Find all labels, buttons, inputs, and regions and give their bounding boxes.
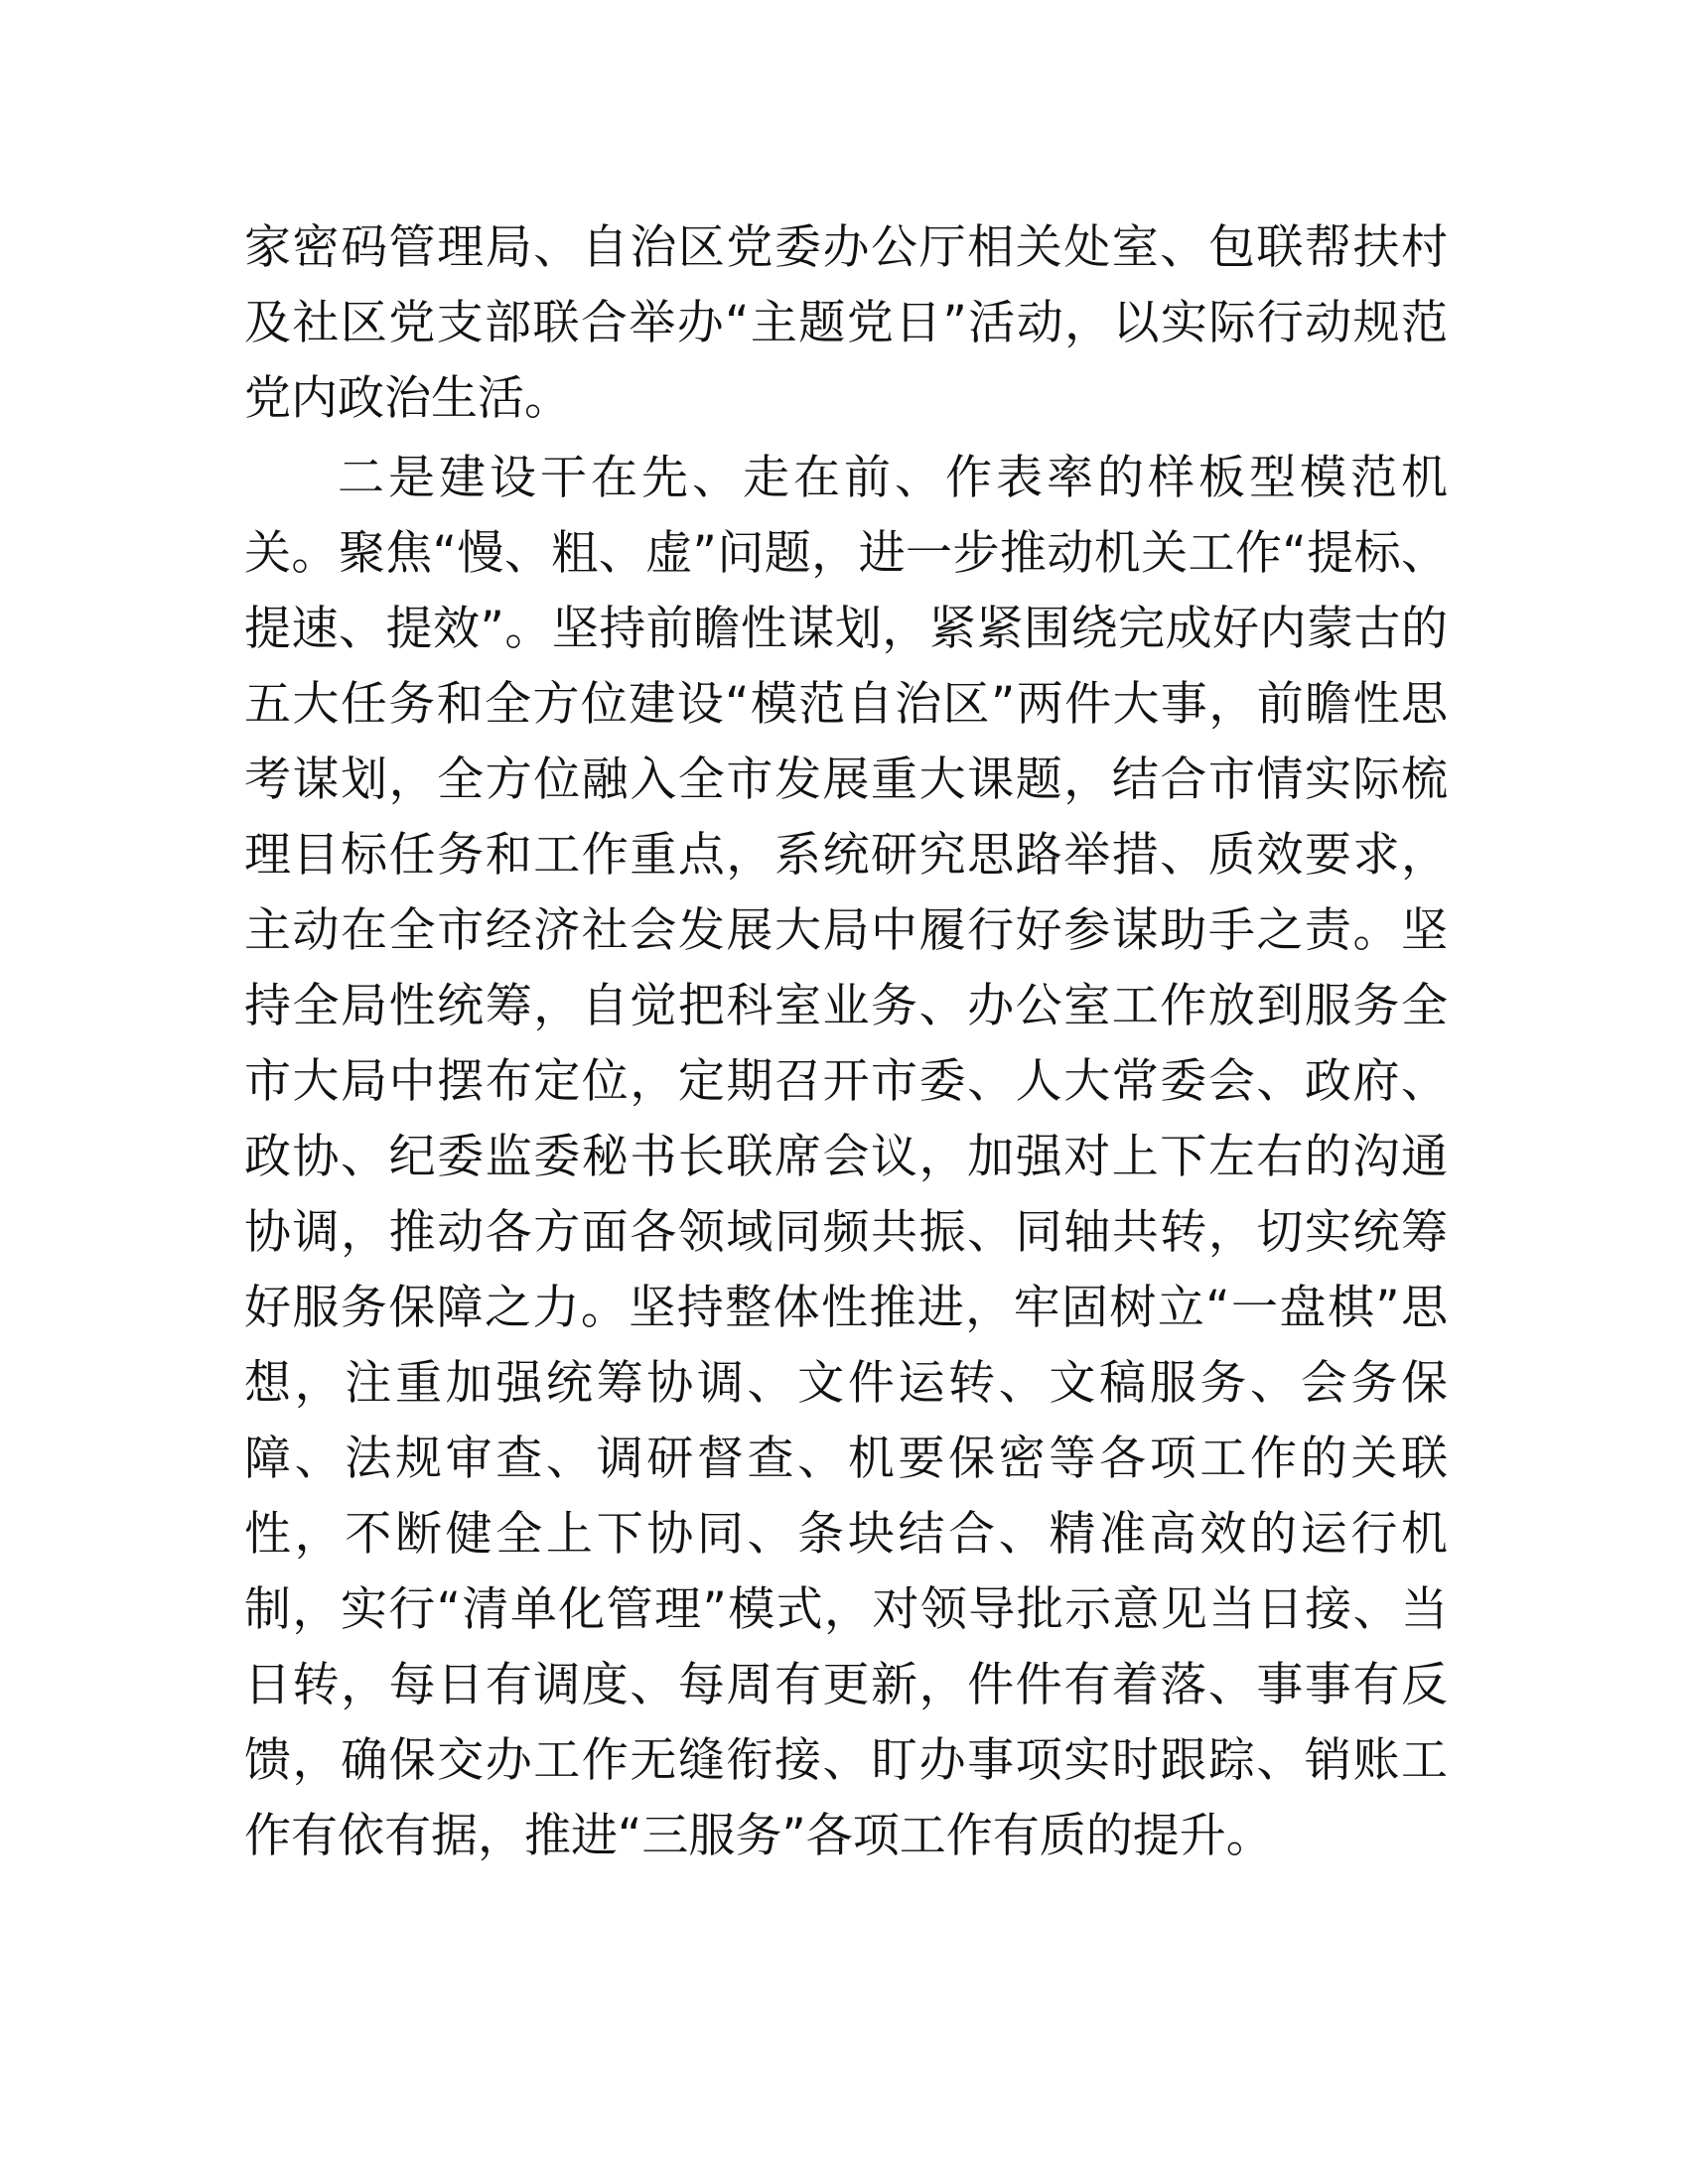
body-text bbox=[244, 210, 1448, 1874]
paragraph-model-organ: 二是建设干在先、走在前、作表率的样板型模范机关。聚焦“慢、粗、虚”问题，进一步推动机关工作“提标、提速、提效”。坚持前瞻性谋划，紧紧围绕完成好内蒙古的五大任务和全方位建设“模范自治区”两件大事，前瞻性思考谋划，全方位融入全市发展重大课题，结合市情实际梳理目标任务和工作重点，系统研究思路举措、质效要求，主动在全市经济社会发展大局中履行好参谋助手之责。坚持全局性统筹，自觉把科室业务、办公室工作放到服务全市大局中摆布定位，定期召开市委、人大常委会、政府、政协、纪委监委秘书长联席会议，加强对上下左右的沟通协调，推动各方面各领域同频共振、同轴共转，切实统筹好服务保障之力。坚持整体性推进，牢固树立“一盘棋”思想，注重加强统筹协调、文件运转、文稿服务、会务保障、法规审查、调研督查、机要保密等各项工作的关联性，不断健全上下协同、条块结合、精准高效的运行机制，实行“清单化管理”模式，对领导批示意见当日接、当日转，每日有调度、每周有更新，件件有着落、事事有反馈，确保交办工作无缝衔接、盯办事项实时跟踪、销账工作有依有据，推进“三服务”各项工作有质的提升。 bbox=[244, 451, 1448, 1863]
paragraph-continuation: 家密码管理局、自治区党委办公厅相关处室、包联帮扶村及社区党支部联合举办“主题党日”活动，以实际行动规范党内政治生活。 bbox=[244, 220, 1448, 426]
